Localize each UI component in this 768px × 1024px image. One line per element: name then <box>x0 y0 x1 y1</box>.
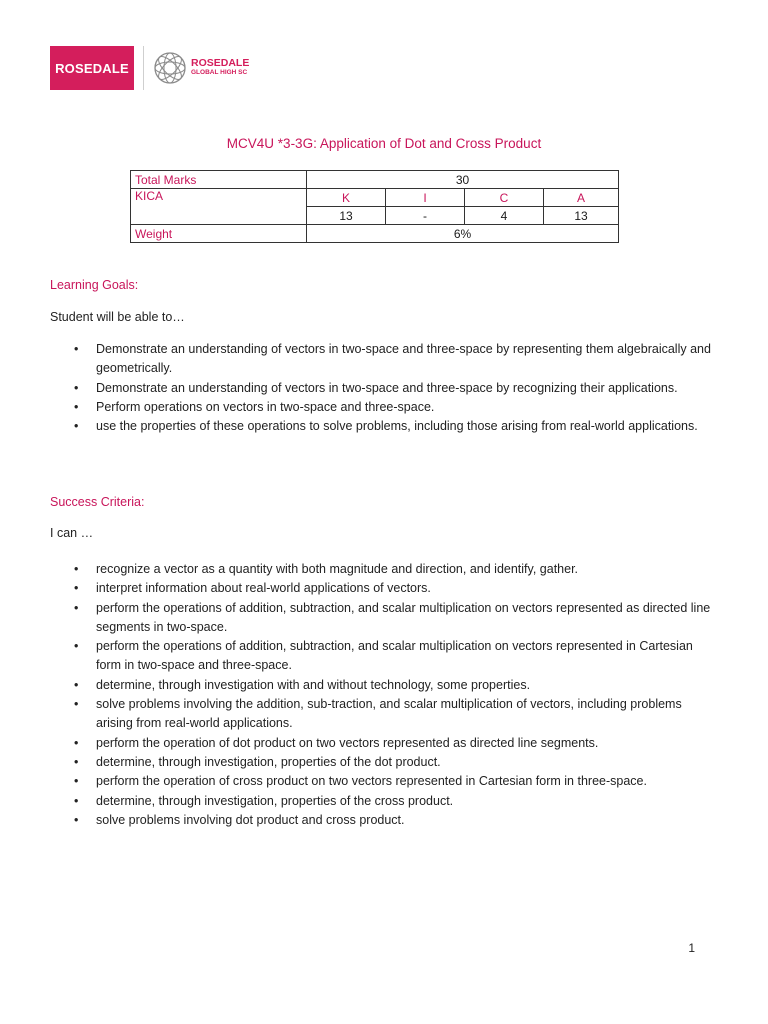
list-item: • Demonstrate an understanding of vectors in two-space and three-space by recognizing their applications. <box>74 379 714 398</box>
kica-value-k: 13 <box>307 207 386 225</box>
list-item: • perform the operation of cross product on two vectors represented in Cartesian form in three-space. <box>74 772 714 791</box>
list-item: • interpret information about real-world applications of vectors. <box>74 579 714 598</box>
success-criteria-intro: I can … <box>50 526 94 540</box>
learning-goals-list <box>74 340 714 436</box>
learning-goals-heading: Learning Goals: <box>50 278 139 292</box>
kica-value-c: 4 <box>465 207 544 225</box>
rosedale-logo-box: ROSEDALE <box>50 46 134 90</box>
success-criteria-list <box>74 560 714 830</box>
kica-value-a: 13 <box>544 207 619 225</box>
table-row <box>131 189 619 207</box>
kica-header-k: K <box>307 189 386 207</box>
document-title: MCV4U *3-3G: Application of Dot and Cross Product <box>226 136 542 151</box>
list-item: • determine, through investigation, properties of the dot product. <box>74 753 714 772</box>
success-criteria-heading: Success Criteria: <box>50 495 145 509</box>
list-item: • perform the operations of addition, subtraction, and scalar multiplication on vectors represented in Cartesian form in two-space and three-space. <box>74 637 714 676</box>
list-item: • use the properties of these operations to solve problems, including those arising from real-world applications. <box>74 417 714 436</box>
table-row <box>131 225 619 243</box>
total-marks-label: Total Marks <box>131 171 307 189</box>
marks-table <box>130 170 619 243</box>
brand-name: ROSEDALE <box>191 57 250 69</box>
weight-label: Weight <box>131 225 307 243</box>
brand-subtitle: GLOBAL HIGH SC <box>191 69 248 76</box>
globe-logo-icon <box>153 51 187 85</box>
list-item: • perform the operation of dot product on two vectors represented as directed line segments. <box>74 734 714 753</box>
document-header <box>50 44 249 92</box>
list-item: • Demonstrate an understanding of vectors in two-space and three-space by representing them algebraically and geometrically. <box>74 340 714 379</box>
kica-value-i: - <box>386 207 465 225</box>
kica-header-a: A <box>544 189 619 207</box>
page-number: 1 <box>688 941 695 955</box>
list-item: • solve problems involving dot product and cross product. <box>74 811 714 830</box>
table-row <box>131 171 619 189</box>
list-item: • recognize a vector as a quantity with both magnitude and direction, and identify, gather. <box>74 560 714 579</box>
header-divider <box>143 46 144 90</box>
brand-wordmark <box>191 58 249 78</box>
list-item: • solve problems involving the addition, sub-traction, and scalar multiplication of vectors, including problems arising from real-world applications. <box>74 695 714 734</box>
list-item: • perform the operations of addition, subtraction, and scalar multiplication on vectors represented as directed line segments in two-space. <box>74 599 714 638</box>
kica-header-c: C <box>465 189 544 207</box>
list-item: • determine, through investigation with and without technology, some properties. <box>74 676 714 695</box>
list-item: • determine, through investigation, properties of the cross product. <box>74 792 714 811</box>
list-item: • Perform operations on vectors in two-space and three-space. <box>74 398 714 417</box>
total-marks-value: 30 <box>307 171 619 189</box>
kica-header-i: I <box>386 189 465 207</box>
learning-goals-intro: Student will be able to… <box>50 310 185 324</box>
kica-label: KICA <box>131 189 307 225</box>
weight-value: 6% <box>307 225 619 243</box>
